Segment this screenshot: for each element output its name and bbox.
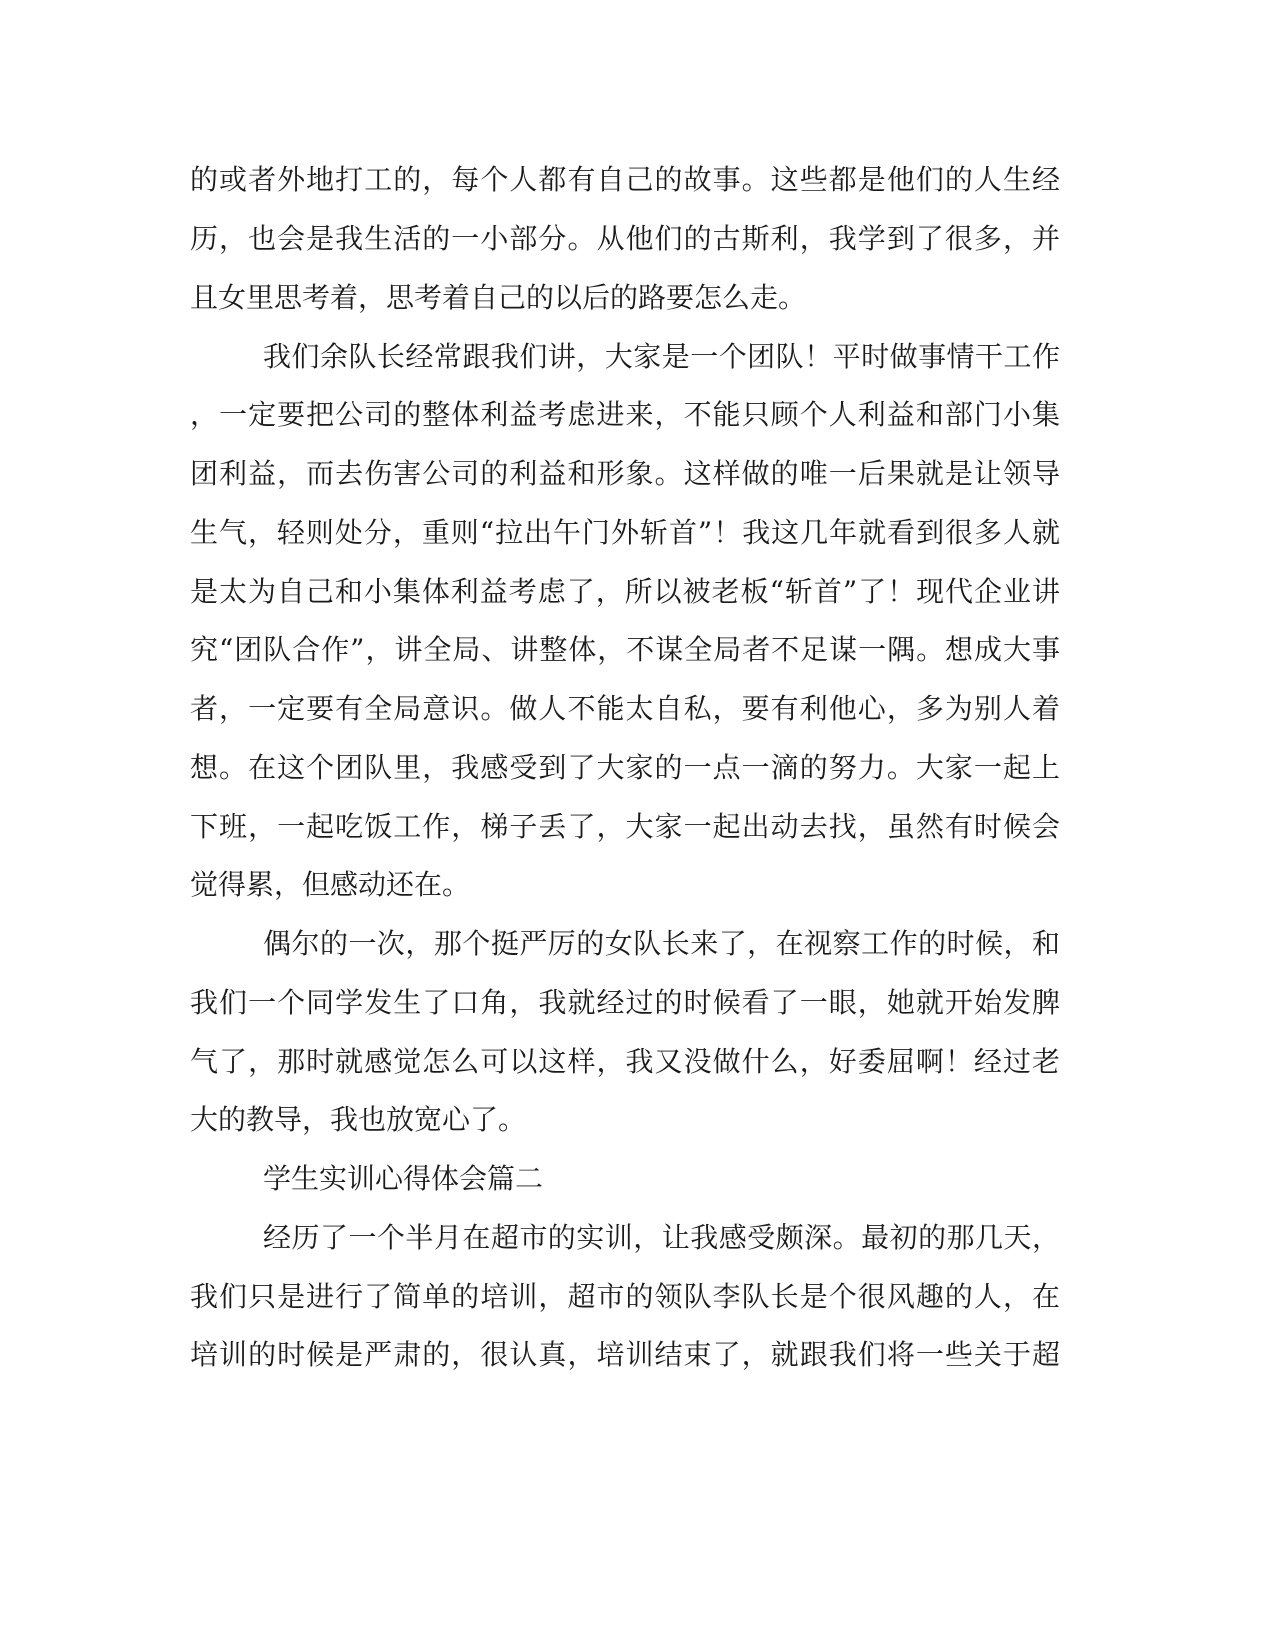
line-text: 的或者外地打工的，每个人都有自己的故事。这些都是他们的人生经 (190, 163, 1060, 196)
line-text: 团利益，而去伤害公司的利益和形象。这样做的唯一后果就是让领导 (190, 457, 1060, 490)
line-text: 者，一定要有全局意识。做人不能太自私，要有利他心，多为别人着 (190, 692, 1060, 725)
line-text: 偶尔的一次，那个挺严厉的女队长来了，在视察工作的时候，和 (263, 927, 1060, 960)
line-text: 培训的时候是严肃的，很认真，培训结束了，就跟我们将一些关于超 (190, 1338, 1060, 1371)
line-text: 且女里思考着，思考着自己的以后的路要怎么走。 (190, 281, 807, 314)
line-text: 究“团队合作”，讲全局、讲整体，不谋全局者不足谋一隅。想成大事 (190, 633, 1060, 666)
line-text: 经历了一个半月在超市的实训，让我感受颇深。最初的那几天， (263, 1221, 1060, 1254)
line-text: 历，也会是我生活的一小部分。从他们的古斯利，我学到了很多，并 (190, 222, 1060, 255)
line-text: 是太为自己和小集体利益考虑了，所以被老板“斩首”了！现代企业讲 (190, 575, 1060, 608)
line-text: 觉得累，但感动还在。 (190, 868, 471, 901)
line-text: 生气，轻则处分，重则“拉出午门外斩首”！我这几年就看到很多人就 (190, 516, 1060, 549)
line-text: 想。在这个团队里，我感受到了大家的一点一滴的努力。大家一起上 (190, 751, 1060, 784)
line-text: 我们一个同学发生了口角，我就经过的时候看了一眼，她就开始发脾 (190, 986, 1060, 1019)
heading-text: 学生实训心得体会篇二 (263, 1162, 544, 1195)
line-text: 我们余队长经常跟我们讲，大家是一个团队！平时做事情干工作 (263, 340, 1060, 373)
line-text: 下班，一起吃饭工作，梯子丢了，大家一起出动去找，虽然有时候会 (190, 810, 1060, 843)
line-text: 大的教导，我也放宽心了。 (190, 1103, 527, 1136)
line-text: 我们只是进行了简单的培训，超市的领队李队长是个很风趣的人，在 (190, 1280, 1060, 1313)
line-text: ，一定要把公司的整体利益考虑进来，不能只顾个人利益和部门小集 (190, 398, 1060, 431)
line-text: 气了，那时就感觉怎么可以这样，我又没做什么，好委屈啊！经过老 (190, 1045, 1060, 1078)
